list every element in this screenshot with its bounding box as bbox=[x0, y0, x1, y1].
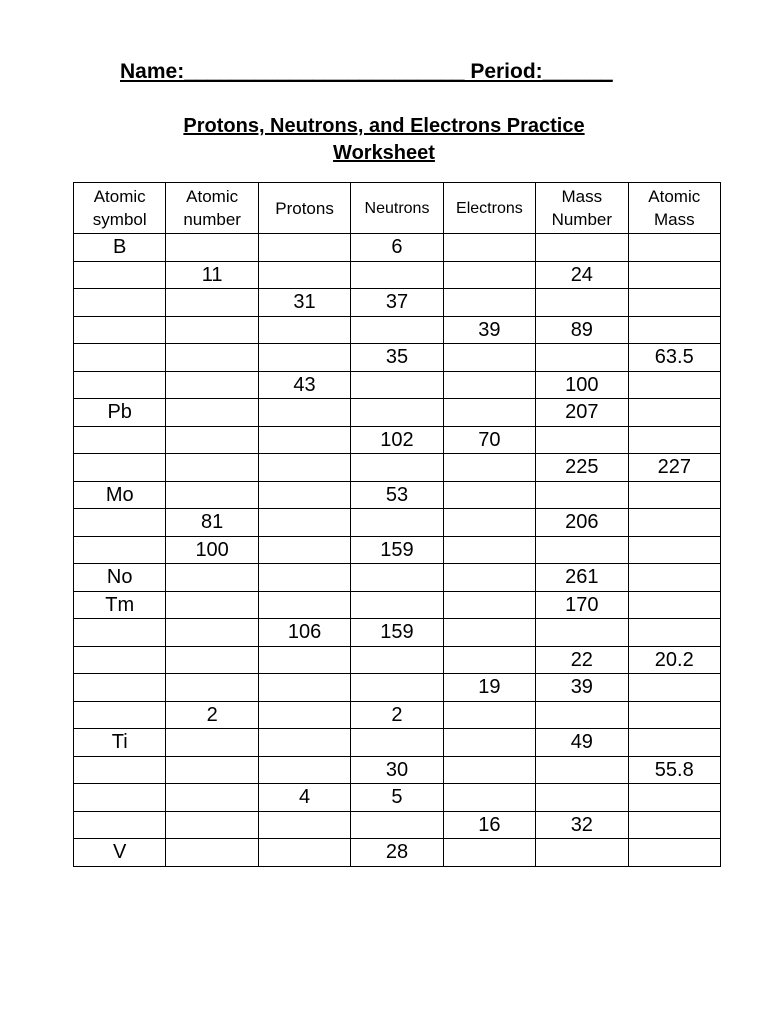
table-cell[interactable] bbox=[258, 839, 350, 867]
table-cell[interactable]: 37 bbox=[351, 289, 443, 317]
table-cell[interactable]: 5 bbox=[351, 784, 443, 812]
table-row bbox=[74, 344, 721, 372]
table-cell[interactable]: 70 bbox=[443, 426, 535, 454]
table-cell[interactable]: 43 bbox=[258, 371, 350, 399]
table-cell[interactable] bbox=[536, 784, 628, 812]
table-cell[interactable] bbox=[166, 371, 258, 399]
table-cell[interactable] bbox=[166, 784, 258, 812]
table-cell[interactable] bbox=[258, 701, 350, 729]
table-row bbox=[74, 839, 721, 867]
column-header-electrons: Electrons bbox=[443, 183, 535, 234]
table-cell[interactable]: 207 bbox=[536, 399, 628, 427]
table-cell[interactable] bbox=[166, 591, 258, 619]
table-cell[interactable] bbox=[628, 316, 720, 344]
table-cell[interactable] bbox=[258, 399, 350, 427]
table-cell[interactable] bbox=[536, 344, 628, 372]
table-cell[interactable]: Pb bbox=[74, 399, 166, 427]
table-cell[interactable] bbox=[74, 646, 166, 674]
table-cell[interactable] bbox=[351, 509, 443, 537]
table-cell[interactable] bbox=[351, 454, 443, 482]
table-cell[interactable]: Ti bbox=[74, 729, 166, 757]
table-cell[interactable] bbox=[536, 536, 628, 564]
table-cell[interactable] bbox=[351, 729, 443, 757]
table-cell[interactable] bbox=[258, 426, 350, 454]
table-cell[interactable]: Mo bbox=[74, 481, 166, 509]
table-row bbox=[74, 399, 721, 427]
table-cell[interactable] bbox=[74, 811, 166, 839]
table-cell[interactable] bbox=[351, 646, 443, 674]
table-cell[interactable] bbox=[628, 481, 720, 509]
table-cell[interactable] bbox=[628, 674, 720, 702]
table-cell[interactable] bbox=[443, 646, 535, 674]
table-cell[interactable] bbox=[166, 564, 258, 592]
table-cell[interactable]: 22 bbox=[536, 646, 628, 674]
table-cell[interactable] bbox=[351, 371, 443, 399]
table-cell[interactable] bbox=[258, 591, 350, 619]
table-cell[interactable] bbox=[166, 756, 258, 784]
table-cell[interactable] bbox=[628, 234, 720, 262]
table-cell[interactable] bbox=[74, 701, 166, 729]
table-cell[interactable]: 55.8 bbox=[628, 756, 720, 784]
table-cell[interactable] bbox=[258, 729, 350, 757]
table-cell[interactable]: No bbox=[74, 564, 166, 592]
table-row bbox=[74, 371, 721, 399]
table-cell[interactable]: 11 bbox=[166, 261, 258, 289]
table-cell[interactable] bbox=[536, 839, 628, 867]
table-row bbox=[74, 784, 721, 812]
table-cell[interactable]: 35 bbox=[351, 344, 443, 372]
table-row bbox=[74, 591, 721, 619]
table-cell[interactable] bbox=[443, 536, 535, 564]
table-cell[interactable] bbox=[258, 536, 350, 564]
table-cell[interactable]: 102 bbox=[351, 426, 443, 454]
table-cell[interactable] bbox=[443, 454, 535, 482]
worksheet-table bbox=[73, 182, 721, 867]
table-cell[interactable]: 170 bbox=[536, 591, 628, 619]
table-row bbox=[74, 426, 721, 454]
table-cell[interactable] bbox=[258, 481, 350, 509]
table-cell[interactable] bbox=[166, 399, 258, 427]
table-row bbox=[74, 536, 721, 564]
table-cell[interactable]: 100 bbox=[166, 536, 258, 564]
table-cell[interactable] bbox=[628, 509, 720, 537]
table-row bbox=[74, 756, 721, 784]
table-row bbox=[74, 674, 721, 702]
table-cell[interactable] bbox=[628, 729, 720, 757]
table-cell[interactable]: 89 bbox=[536, 316, 628, 344]
table-cell[interactable] bbox=[351, 564, 443, 592]
table-cell[interactable]: 39 bbox=[536, 674, 628, 702]
table-cell[interactable] bbox=[443, 289, 535, 317]
table-cell[interactable] bbox=[258, 344, 350, 372]
table-cell[interactable] bbox=[628, 591, 720, 619]
table-cell[interactable] bbox=[166, 344, 258, 372]
table-row bbox=[74, 619, 721, 647]
table-cell[interactable]: 16 bbox=[443, 811, 535, 839]
table-cell[interactable] bbox=[74, 454, 166, 482]
table-cell[interactable]: 227 bbox=[628, 454, 720, 482]
table-row bbox=[74, 234, 721, 262]
table-row bbox=[74, 729, 721, 757]
table-cell[interactable] bbox=[628, 289, 720, 317]
table-cell[interactable]: 100 bbox=[536, 371, 628, 399]
table-cell[interactable] bbox=[628, 784, 720, 812]
table-cell[interactable] bbox=[351, 674, 443, 702]
column-header-atomic-symbol: Atomic symbol bbox=[74, 183, 166, 234]
worksheet-title-continued: Worksheet bbox=[333, 142, 435, 164]
table-cell[interactable] bbox=[351, 591, 443, 619]
table-cell[interactable] bbox=[258, 234, 350, 262]
table-cell[interactable] bbox=[443, 509, 535, 537]
table-cell[interactable]: 30 bbox=[351, 756, 443, 784]
table-row bbox=[74, 316, 721, 344]
column-header-atomic-number: Atomic number bbox=[166, 183, 258, 234]
table-cell[interactable]: B bbox=[74, 234, 166, 262]
table-cell[interactable] bbox=[258, 564, 350, 592]
table-cell[interactable]: 32 bbox=[536, 811, 628, 839]
table-cell[interactable] bbox=[443, 756, 535, 784]
table-row bbox=[74, 454, 721, 482]
table-cell[interactable] bbox=[536, 234, 628, 262]
table-cell[interactable] bbox=[443, 701, 535, 729]
table-cell[interactable] bbox=[258, 316, 350, 344]
table-cell[interactable]: 225 bbox=[536, 454, 628, 482]
table-cell[interactable] bbox=[628, 619, 720, 647]
table-cell[interactable] bbox=[166, 316, 258, 344]
table-cell[interactable]: 63.5 bbox=[628, 344, 720, 372]
table-cell[interactable] bbox=[536, 481, 628, 509]
table-cell[interactable] bbox=[351, 316, 443, 344]
table-cell[interactable] bbox=[443, 839, 535, 867]
table-cell[interactable] bbox=[628, 811, 720, 839]
table-header-row bbox=[74, 183, 721, 234]
table-cell[interactable] bbox=[74, 619, 166, 647]
table-cell[interactable] bbox=[351, 261, 443, 289]
table-cell[interactable]: 53 bbox=[351, 481, 443, 509]
table-cell[interactable] bbox=[258, 454, 350, 482]
table-cell[interactable] bbox=[166, 454, 258, 482]
table-cell[interactable]: 2 bbox=[166, 701, 258, 729]
table-cell[interactable]: 206 bbox=[536, 509, 628, 537]
table-cell[interactable]: 4 bbox=[258, 784, 350, 812]
column-header-mass-number: Mass Number bbox=[536, 183, 628, 234]
column-header-neutrons: Neutrons bbox=[351, 183, 443, 234]
table-cell[interactable] bbox=[74, 536, 166, 564]
table-cell[interactable] bbox=[351, 399, 443, 427]
worksheet-title: Protons, Neutrons, and Electrons Practice bbox=[183, 115, 585, 137]
table-cell[interactable]: V bbox=[74, 839, 166, 867]
table-cell[interactable] bbox=[166, 646, 258, 674]
table-row bbox=[74, 509, 721, 537]
table-cell[interactable] bbox=[443, 591, 535, 619]
table-cell[interactable] bbox=[258, 646, 350, 674]
table-cell[interactable] bbox=[74, 509, 166, 537]
table-cell[interactable] bbox=[166, 729, 258, 757]
table-cell[interactable]: 19 bbox=[443, 674, 535, 702]
table-cell[interactable]: 24 bbox=[536, 261, 628, 289]
name-period-line: Name:________________________ Period:______ bbox=[120, 60, 613, 83]
table-cell[interactable]: 49 bbox=[536, 729, 628, 757]
table-cell[interactable] bbox=[258, 756, 350, 784]
table-row bbox=[74, 646, 721, 674]
table-cell[interactable] bbox=[443, 564, 535, 592]
table-cell[interactable] bbox=[536, 619, 628, 647]
table-cell[interactable] bbox=[166, 811, 258, 839]
table-cell[interactable] bbox=[74, 674, 166, 702]
table-cell[interactable] bbox=[536, 426, 628, 454]
table-cell[interactable] bbox=[166, 234, 258, 262]
table-cell[interactable] bbox=[628, 261, 720, 289]
table-cell[interactable] bbox=[258, 261, 350, 289]
table-cell[interactable]: 28 bbox=[351, 839, 443, 867]
table-cell[interactable] bbox=[166, 481, 258, 509]
table-cell[interactable] bbox=[443, 371, 535, 399]
table-cell[interactable]: 159 bbox=[351, 619, 443, 647]
table-cell[interactable] bbox=[628, 371, 720, 399]
table-row bbox=[74, 481, 721, 509]
table-row bbox=[74, 289, 721, 317]
table-cell[interactable] bbox=[628, 839, 720, 867]
table-cell[interactable] bbox=[74, 371, 166, 399]
table-cell[interactable]: 261 bbox=[536, 564, 628, 592]
table-cell[interactable] bbox=[74, 289, 166, 317]
table-cell[interactable]: Tm bbox=[74, 591, 166, 619]
table-cell[interactable] bbox=[166, 619, 258, 647]
table-cell[interactable] bbox=[258, 509, 350, 537]
table-cell[interactable] bbox=[74, 261, 166, 289]
table-cell[interactable] bbox=[628, 399, 720, 427]
table-cell[interactable]: 6 bbox=[351, 234, 443, 262]
table-row bbox=[74, 564, 721, 592]
table-cell[interactable] bbox=[74, 316, 166, 344]
table-cell[interactable] bbox=[166, 674, 258, 702]
table-cell[interactable] bbox=[443, 234, 535, 262]
table-cell[interactable] bbox=[258, 674, 350, 702]
table-cell[interactable] bbox=[258, 811, 350, 839]
table-cell[interactable] bbox=[166, 289, 258, 317]
table-cell[interactable] bbox=[628, 701, 720, 729]
table-cell[interactable] bbox=[443, 729, 535, 757]
table-cell[interactable] bbox=[628, 564, 720, 592]
table-cell[interactable] bbox=[628, 536, 720, 564]
table-cell[interactable] bbox=[166, 426, 258, 454]
table-cell[interactable]: 20.2 bbox=[628, 646, 720, 674]
table-row bbox=[74, 261, 721, 289]
table-cell[interactable] bbox=[166, 839, 258, 867]
table-cell[interactable] bbox=[443, 344, 535, 372]
table-cell[interactable] bbox=[443, 619, 535, 647]
table-cell[interactable] bbox=[628, 426, 720, 454]
column-header-protons: Protons bbox=[258, 183, 350, 234]
table-cell[interactable] bbox=[74, 756, 166, 784]
table-cell[interactable] bbox=[443, 784, 535, 812]
table-row bbox=[74, 701, 721, 729]
table-cell[interactable] bbox=[74, 784, 166, 812]
table-cell[interactable]: 39 bbox=[443, 316, 535, 344]
table-cell[interactable] bbox=[536, 756, 628, 784]
table-cell[interactable]: 106 bbox=[258, 619, 350, 647]
table-cell[interactable] bbox=[74, 344, 166, 372]
table-cell[interactable] bbox=[443, 261, 535, 289]
table-cell[interactable] bbox=[536, 701, 628, 729]
table-cell[interactable]: 159 bbox=[351, 536, 443, 564]
table-cell[interactable] bbox=[351, 811, 443, 839]
table-cell[interactable]: 31 bbox=[258, 289, 350, 317]
table-cell[interactable] bbox=[443, 481, 535, 509]
table-cell[interactable] bbox=[74, 426, 166, 454]
table-cell[interactable] bbox=[536, 289, 628, 317]
table-cell[interactable] bbox=[443, 399, 535, 427]
table-row bbox=[74, 811, 721, 839]
column-header-atomic-mass: Atomic Mass bbox=[628, 183, 720, 234]
table-cell[interactable]: 2 bbox=[351, 701, 443, 729]
table-cell[interactable]: 81 bbox=[166, 509, 258, 537]
